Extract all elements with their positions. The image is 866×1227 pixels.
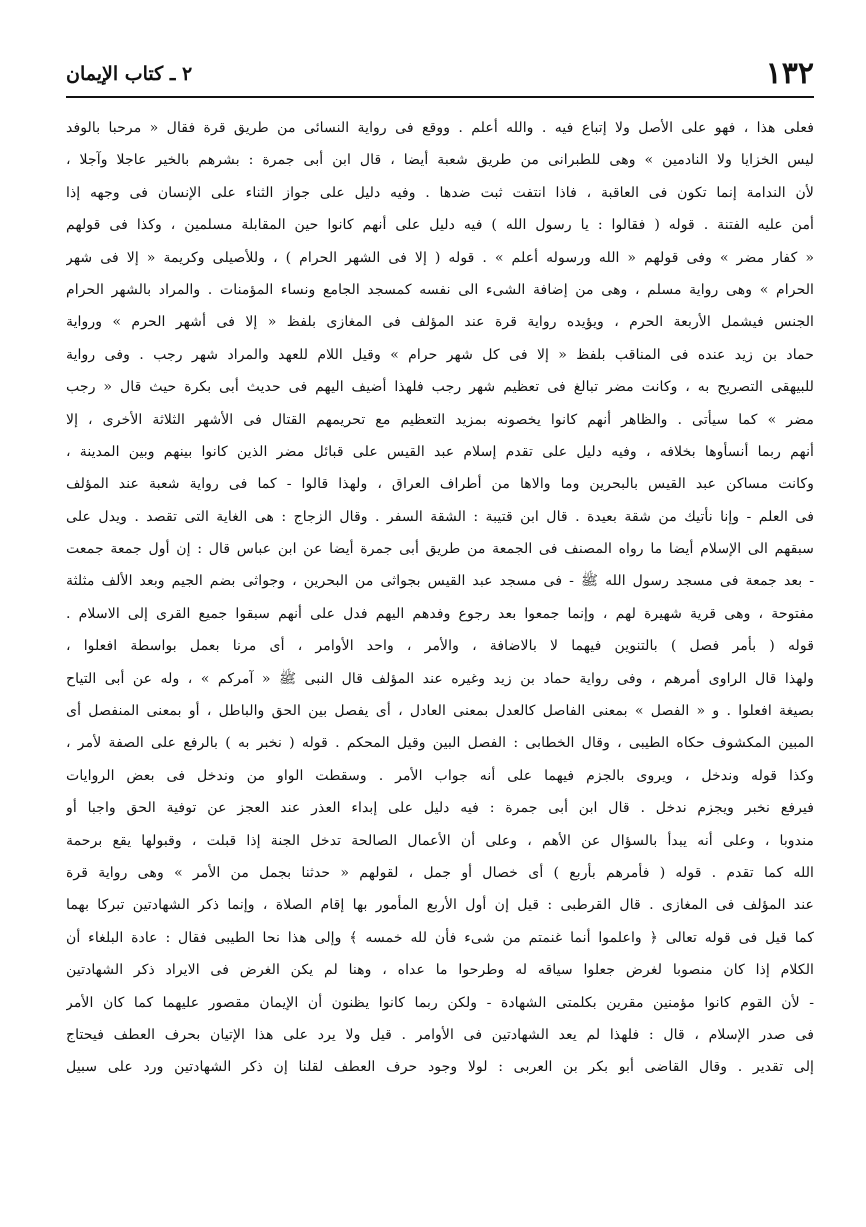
text-line: كما قيل فى قوله تعالى ﴿ واعلموا أنما غنمتم من شىء فأن لله خمسه ﴾ وإلى هذا نحا الطيبى فقال : عادة البلغاء أن: [66, 929, 814, 946]
text-line: فيرفع نخبر ويجزم ندخل . قال ابن أبى جمرة : فيه دليل على إبداء العذر عند العجز عن توفية الحق واجبا أو: [66, 800, 814, 817]
text-line: قوله ( بأمر فصل ) بالتنوين فيهما لا بالاضافة ، والأمر ، واحد الأوامر ، أى مرنا بعمل بواسطة افعلوا ،: [66, 638, 814, 655]
text-line: فى صدر الإسلام ، قال : فلهذا لم يعد الشهادتين فى الأوامر . قيل ولا يرد على هذا الإتيان بحرف العطف فيحتاج: [66, 1026, 814, 1043]
text-line: عند المؤلف فى المغازى . قال القرطبى : قيل إن أول الأربع المأمور بها إقام الصلاة ، وإنما ذكر الشهادتين تبركا بهما: [66, 897, 814, 914]
page-header: [66, 52, 814, 98]
commentary-text: [66, 112, 814, 1084]
text-line: وكذا قوله وندخل ، ويروى بالجزم فيهما على أنه جواب الأمر . وسقطت الواو من وندخل فى بعض الروايات: [66, 767, 814, 784]
text-line: المبين المكشوف حكاه الطيبى ، وقال الخطابى : الفصل البين وقيل المحكم . قوله ( نخبر به ) بالرفع على الصفة لأمر ،: [66, 735, 814, 752]
running-title: ٢ ـ كتاب الإيمان: [66, 63, 193, 85]
text-line: أمن عليه الفتنة . قوله ( فقالوا : يا رسول الله ) فيه دليل على أنهم كانوا حين المقابلة مسلمين ، وكذا فى قولهم: [66, 217, 814, 234]
page-number: ١٣٢: [765, 56, 814, 91]
text-line: ولهذا قال الراوى أمرهم ، وفى رواية حماد بن زيد وغيره عند المؤلف قال النبى ﷺ « آمركم » ، وله عن أبى التياح: [66, 670, 814, 687]
text-line: الله كما تقدم . قوله ( فأمرهم بأربع ) أى خصال أو جمل ، لقولهم « حدثنا بجمل من الأمر » وهى رواية قرة: [66, 864, 814, 881]
text-line: الجنس فيشمل الأربعة الحرم ، ويؤيده رواية قرة عند المؤلف فى المغازى بلفظ « إلا فى أشهر الحرم » ورواية: [66, 314, 814, 331]
text-line: مفتوحة ، وهى قرية شهيرة لهم ، وإنما جمعوا بعد رجوع وفدهم اليهم فدل على أنهم سبقوا جميع القرى إلى الاسلام .: [66, 605, 814, 622]
text-line: إلى تقدير . وقال القاضى أبو بكر بن العربى : لولا وجود حرف العطف لقلنا إن ذكر الشهادتين ورد على سبيل: [66, 1059, 814, 1076]
text-line: الحرام » وهى رواية مسلم ، وهى من إضافة الشىء الى نفسه كمسجد الجامع ونساء المؤمنات . والمراد بالشهر الحرام: [66, 281, 814, 298]
text-line: - لأن القوم كانوا مؤمنين مقرين بكلمتى الشهادة - ولكن ربما كانوا يظنون أن الإيمان مقصور عليهما كما كان الأمر: [66, 994, 814, 1011]
text-line: لأن الندامة إنما تكون فى العاقبة ، فاذا انتفت ثبت ضدها . وفيه دليل على جواز الثناء على الإنسان فى وجهه إذا: [66, 184, 814, 201]
text-line: للبيهقى التصريح به ، وكانت مضر تبالغ فى تعظيم شهر رجب فلهذا أضيف اليهم فى حديث أبى بكرة حيث قال « رجب: [66, 379, 814, 396]
text-line: - بعد جمعة فى مسجد رسول الله ﷺ - فى مسجد عبد القيس بجواثى من البحرين ، وجواثى بضم الجيم وبعد الألف مثلثة: [66, 573, 814, 590]
text-line: فعلى هذا ، فهو على الأصل ولا إتباع فيه . والله أعلم . ووقع فى رواية النسائى من طريق قرة فقال « مرحبا بالوفد: [66, 120, 814, 136]
text-line: حماد بن زيد عنده فى المناقب بلفظ « إلا فى كل شهر حرام » وقيل اللام للعهد والمراد شهر رجب . وفى رواية: [66, 346, 814, 363]
text-line: بصيغة افعلوا . و « الفصل » بمعنى الفاصل كالعدل بمعنى العادل ، أى يفصل بين الحق والباطل ، أو بمعنى المنفصل أى: [66, 703, 814, 720]
text-line: وكانت مساكن عبد القيس بالبحرين وما والاها من أطراف العراق ، ولهذا قالوا - كما فى رواية شعبة عند المؤلف: [66, 476, 814, 493]
text-line: الكلام إذا كان منصوبا لغرض جعلوا سياقه له وطرحوا ما عداه ، وهنا لم يكن الغرض فى الايراد ذكر الشهادتين: [66, 962, 814, 979]
text-line: فى العلم - وإنا نأتيك من شقة بعيدة . قال ابن قتيبة : الشقة السفر . وقال الزجاج : هى الغاية التى تقصد . ويدل على: [66, 508, 814, 525]
text-line: سبقهم الى الإسلام أيضا ما رواه المصنف فى الجمعة من طريق أبى جمرة أيضا عن ابن عباس قال : إن أول جمعة جمعت: [66, 541, 814, 558]
text-line: ليس الخزايا ولا النادمين » وهى للطبرانى من طريق شعبة أيضا ، قال ابن أبى جمرة : بشرهم بالخير عاجلا وآجلا ،: [66, 152, 814, 169]
text-line: أنهم ربما أنسأوها بخلافه ، وفيه دليل على تقدم إسلام عبد القيس على قبائل مضر الذين كانوا بينهم وبين المدينة ،: [66, 443, 814, 460]
text-line: « كفار مضر » وفى قولهم « الله ورسوله أعلم » . قوله ( إلا فى الشهر الحرام ) ، وللأصيلى وكريمة « إلا فى شهر: [66, 249, 814, 266]
text-line: مضر » كما سيأتى . والظاهر أنهم كانوا يخصونه بمزيد التعظيم مع تحريمهم القتال فى الأشهر الثلاثة الأخرى ، إلا: [66, 411, 814, 428]
text-line: مندوبا ، وعلى أنه يبدأ بالسؤال عن الأهم ، وعلى أن الأعمال الصالحة تدخل الجنة إذا قبلت ، وقبولها يقع برحمة: [66, 832, 814, 849]
